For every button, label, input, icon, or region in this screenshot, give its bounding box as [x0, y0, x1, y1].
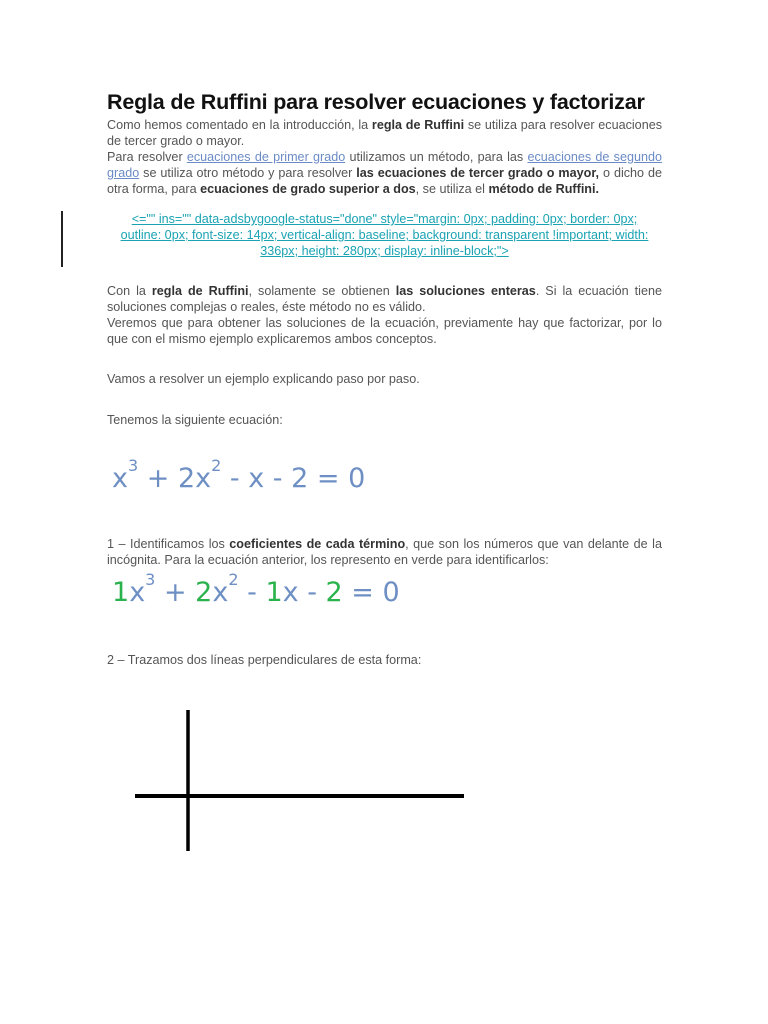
coef: 2 — [325, 577, 343, 608]
eq-term: x — [112, 463, 128, 494]
eq-op: - — [238, 577, 266, 608]
eq-term: - x - 2 = 0 — [221, 463, 366, 494]
ad-code-line: <="" ins="" data-adsbygoogle-status="done" style="margin: 0px; padding: 0px; border: 0px; — [131, 212, 638, 226]
methods-text-2: utilizamos un método, para las — [345, 150, 528, 164]
coef: 2 — [195, 577, 213, 608]
equation-image — [112, 456, 366, 494]
eq-exponent: 2 — [211, 456, 222, 475]
eq-exponent: 2 — [228, 570, 239, 589]
equation-intro-paragraph: Tenemos la siguiente ecuación: — [107, 413, 283, 427]
coef: 1 — [112, 577, 130, 608]
methods-text-4: o dicho de otra forma, para — [107, 166, 662, 196]
eq-var: x — [282, 577, 299, 608]
intro-bold: regla de Ruffini — [371, 118, 465, 132]
eq-op: + — [155, 577, 196, 608]
ad-code-text[interactable] — [107, 211, 662, 259]
step-by-step-paragraph: Vamos a resolver un ejemplo explicando paso por paso. — [107, 372, 420, 386]
ad-code-line: outline: 0px; font-size: 14px; vertical-align: baseline; background: transparent !important; width: — [120, 228, 649, 242]
step1-text: 1 – Identificamos los — [107, 537, 230, 551]
eq-term: + 2x — [138, 463, 212, 494]
eq-op: - — [298, 577, 326, 608]
para3-bold-2: las soluciones enteras — [395, 284, 536, 298]
link-ecuaciones-primer-grado[interactable]: ecuaciones de primer grado — [186, 150, 346, 164]
methods-paragraph — [107, 149, 662, 197]
intro-text: Como hemos comentado en la introducción, la — [107, 118, 372, 132]
page-title: Regla de Ruffini para resolver ecuaciones y factorizar — [107, 90, 645, 114]
methods-bold-2: ecuaciones de grado superior a dos — [200, 182, 416, 196]
eq-op: = 0 — [342, 577, 400, 608]
para3-text: Con la — [107, 284, 152, 298]
methods-bold-1: las ecuaciones de tercer grado o mayor, — [356, 166, 600, 180]
ad-code-line: 336px; height: 280px; display: inline-block;"> — [260, 244, 509, 258]
methods-text-5: , se utiliza el — [415, 182, 489, 196]
eq-var: x — [212, 577, 229, 608]
intro-paragraph — [107, 117, 662, 149]
link-ecuaciones-segundo-grado[interactable]: ecuaciones de segundo grado — [107, 150, 662, 180]
para3-text-2: , solamente se obtienen — [248, 284, 396, 298]
step1-text-2: , que son los números que van delante de la incógnita. Para la ecuación anterior, los represento en verde para identificarlos: — [107, 537, 662, 567]
methods-text: Para resolver — [107, 150, 187, 164]
step2-paragraph: 2 – Trazamos dos líneas perpendiculares de esta forma: — [107, 653, 422, 667]
eq-var: x — [129, 577, 146, 608]
para3-bold-1: regla de Ruffini — [151, 284, 249, 298]
eq-exponent: 3 — [145, 570, 156, 589]
step1-paragraph — [107, 536, 662, 568]
para3-text-3: . Si la ecuación tiene soluciones complejas o reales, éste método no es válido. — [107, 284, 662, 314]
methods-bold-3: método de Ruffini. — [488, 182, 600, 196]
text-cursor — [61, 211, 63, 267]
intro-text-end: se utiliza para resolver ecuaciones de tercer grado o mayor. — [107, 118, 662, 148]
factorize-paragraph: Veremos que para obtener las soluciones de la ecuación, previamente hay que factorizar, por lo que con el mismo ejemplo explicaremos ambos conceptos. — [107, 316, 662, 346]
integer-solutions-paragraph — [107, 283, 662, 315]
ruffini-perpendicular-lines — [130, 706, 470, 856]
coef: 1 — [265, 577, 283, 608]
methods-text-3: se utiliza otro método y para resolver — [139, 166, 357, 180]
step1-bold: coeficientes de cada término — [229, 537, 406, 551]
eq-exponent: 3 — [127, 456, 139, 475]
coefficients-equation-image — [112, 570, 400, 608]
